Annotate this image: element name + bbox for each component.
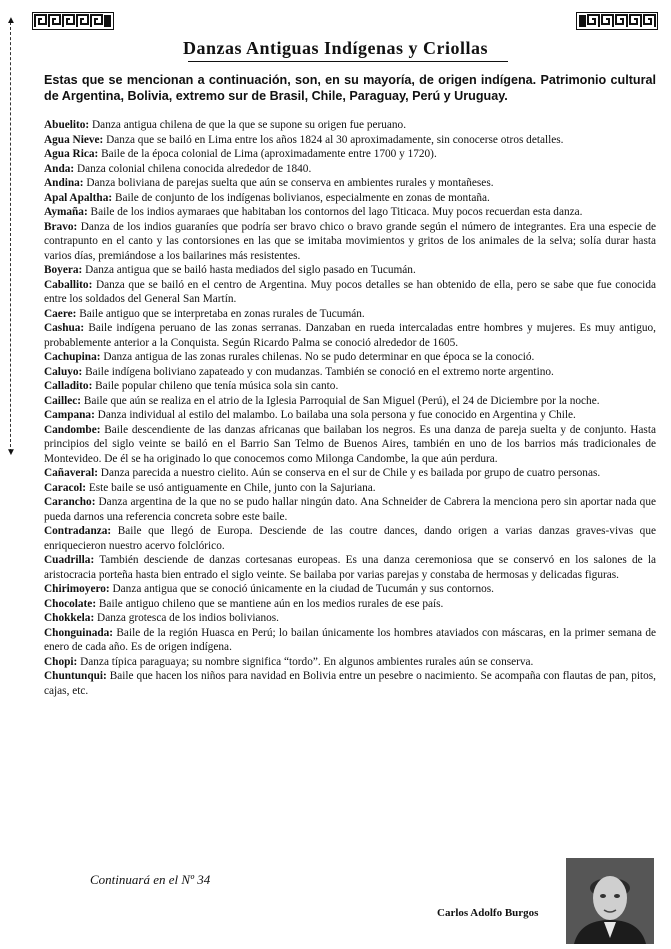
dance-entry bbox=[44, 524, 656, 553]
dance-description: Baile descendiente de las danzas africanas que bailaban los negros. Es una danza de pareja suelta y de conjunto. Hasta principios del siglo veinte se bailó en el Barrio San Telmo de Buenos Aires, también en uno de los barrios más tradicionales de Montevideo. De él se ha originado lo que conocemos como Milonga Candombe, la que aún perdura. bbox=[44, 423, 656, 465]
dance-description: Baile de la época colonial de Lima (aproximadamente entre 1700 y 1720). bbox=[98, 148, 437, 160]
dance-entry bbox=[44, 553, 656, 582]
dance-term: Agua Nieve: bbox=[44, 133, 104, 146]
dance-term: Caillec: bbox=[44, 394, 82, 407]
dance-entry bbox=[44, 423, 656, 467]
dance-term: Bravo: bbox=[44, 220, 78, 233]
dance-description: Baile de conjunto de los indígenas bolivianos, especialmente en zonas de montaña. bbox=[112, 191, 490, 204]
dance-term: Aymaña: bbox=[44, 206, 88, 218]
dance-entry bbox=[44, 365, 656, 380]
dance-entry bbox=[44, 162, 656, 177]
dance-entry bbox=[44, 205, 656, 220]
dance-description: Danza colonial chilena conocida alrededor de 1840. bbox=[74, 162, 312, 175]
dance-term: Carancho: bbox=[44, 496, 96, 508]
dance-term: Chirimoyero: bbox=[44, 583, 110, 595]
dance-description: Danza boliviana de parejas suelta que aún se conserva en ambientes rurales y montañeses. bbox=[83, 177, 494, 189]
author-name: Carlos Adolfo Burgos bbox=[437, 907, 539, 919]
greek-key-ornament-right-icon bbox=[576, 12, 658, 30]
dance-description: Danza que se bailó en el centro de Argentina. Muy pocos detalles se han obtenido de ella, pero se sabe que fue conocida entre los soldados del General San Martín. bbox=[44, 278, 656, 305]
dance-description: Danza típica paraguaya; su nombre significa “tordo”. En algunos ambientes rurales aún se conserva. bbox=[77, 655, 534, 668]
dance-description: Danza que se bailó en Lima entre los años 1824 al 30 aproximadamente, sin conocerse otros detalles. bbox=[103, 133, 564, 146]
dance-entry bbox=[44, 379, 656, 394]
dance-term: Chokkela: bbox=[44, 612, 95, 624]
dance-term: Contradanza: bbox=[44, 525, 112, 537]
dance-entry bbox=[44, 582, 656, 597]
dance-entry bbox=[44, 133, 656, 148]
dance-entry bbox=[44, 220, 656, 264]
dance-description: Baile que hacen los niños para navidad en Bolivia entre un pesebre o nacimiento. Se acompaña con flautas de pan, pitos, cajas, etc. bbox=[44, 670, 656, 697]
dance-description: Baile que aún se realiza en el atrio de la Iglesia Parroquial de San Miguel (Perú), el 24 de Diciembre por la noche. bbox=[81, 394, 600, 407]
dance-term: Agua Rica: bbox=[44, 148, 99, 160]
dance-entry bbox=[44, 321, 656, 350]
dance-entry bbox=[44, 118, 656, 133]
dance-entry bbox=[44, 176, 656, 191]
dance-term: Abuelito: bbox=[44, 119, 90, 131]
dance-entry bbox=[44, 191, 656, 206]
dance-term: Candombe: bbox=[44, 423, 101, 436]
dance-entry bbox=[44, 278, 656, 307]
dance-description: Este baile se usó antiguamente en Chile, junto con la Sajuriana. bbox=[86, 481, 376, 494]
dance-entry bbox=[44, 611, 656, 626]
dance-description: Danza antigua chilena de que la que se supone su origen fue peruano. bbox=[89, 119, 407, 131]
dance-description: Baile de la región Huasca en Perú; lo bailan únicamente los hombres ataviados con máscaras, en la primer semana de enero de cada año. Es de origen indígena. bbox=[44, 626, 656, 653]
continued-note: Continuará en el Nº 34 bbox=[90, 872, 211, 887]
dance-term: Calladito: bbox=[44, 380, 93, 392]
dance-term: Apal Apaltha: bbox=[44, 191, 113, 204]
dance-description: Baile popular chileno que tenía música sola sin canto. bbox=[92, 380, 339, 392]
dance-description: Danza antigua de las zonas rurales chilenas. No se pudo determinar en que época se la conoció. bbox=[100, 351, 535, 363]
dance-term: Cañaveral: bbox=[44, 467, 98, 479]
dance-entry bbox=[44, 481, 656, 496]
dance-entry bbox=[44, 307, 656, 322]
dance-entry bbox=[44, 408, 656, 423]
dance-term: Cashua: bbox=[44, 322, 85, 334]
dance-term: Anda: bbox=[44, 162, 75, 175]
dance-description: Danza de los indios guaraníes que podría ser bravo chico o bravo grande según el número de integrantes. Era una especie de contrapunto en el canto y las contorsiones en las que se imitaba movimientos y gritos de los animales de la selva; solía durar hasta varios días, premiándose a los bailarines más resistentes. bbox=[44, 220, 656, 262]
dance-entry bbox=[44, 466, 656, 481]
dance-description: Danza antigua que se conoció únicamente en la ciudad de Tucumán y sus contornos. bbox=[109, 583, 494, 595]
dance-term: Cachupina: bbox=[44, 351, 101, 363]
author-photo bbox=[566, 858, 654, 944]
dance-description: Baile indígena boliviano zapateado y con mudanzas. También se conoció en el extremo norte argentino. bbox=[82, 365, 554, 378]
title-underline bbox=[188, 61, 508, 62]
dance-description: Danza argentina de la que no se pudo hallar ningún dato. Ana Schneider de Cabrera la menciona pero sin aportar nada que pueda darnos una referencia concreta sobre este baile. bbox=[44, 496, 656, 523]
dance-description: Baile antiguo que se interpretaba en zonas rurales de Tucumán. bbox=[76, 307, 365, 320]
dance-description: También desciende de danzas cortesanas europeas. Es una danza ceremoniosa que se conservó en los salones de la aristocracia porteña hasta bien entrado el siglo veinte. Se bailaba por varias parejas y constaba de hermosas y delicadas figuras. bbox=[44, 554, 656, 581]
dance-term: Caere: bbox=[44, 307, 77, 320]
arrow-up-icon: ▲ bbox=[6, 15, 16, 26]
dance-description: Baile que llegó de Europa. Desciende de las coutre dances, dando origen a varias danzas graves-vivas que enriquecieron nuestro acervo folclórico. bbox=[44, 525, 656, 552]
dance-term: Caluyo: bbox=[44, 365, 83, 378]
dance-term: Andina: bbox=[44, 177, 84, 189]
dance-term: Campana: bbox=[44, 409, 95, 421]
dance-term: Chuntunqui: bbox=[44, 670, 107, 682]
dance-description: Baile antiguo chileno que se mantiene aún en los medios rurales de ese país. bbox=[96, 597, 444, 610]
dance-description: Danza individual al estilo del malambo. Lo bailaba una sola persona y fue conocido en Argentina y Chile. bbox=[94, 409, 576, 421]
vertical-guide-line bbox=[6, 15, 16, 458]
dance-entry bbox=[44, 263, 656, 278]
dance-term: Chonguinada: bbox=[44, 626, 114, 639]
dance-term: Chocolate: bbox=[44, 597, 97, 610]
dance-glossary-list bbox=[44, 118, 656, 698]
intro-paragraph: Estas que se mencionan a continuación, son, en su mayoría, de origen indígena. Patrimonio cultural de Argentina, Bolivia, extremo sur de Brasil, Chile, Paraguay, Perú y Uruguay. bbox=[44, 73, 656, 103]
arrow-down-icon: ▼ bbox=[6, 447, 16, 458]
dance-term: Chopi: bbox=[44, 655, 78, 668]
greek-key-ornament-left-icon bbox=[32, 12, 114, 30]
dance-entry bbox=[44, 669, 656, 698]
dance-term: Caballito: bbox=[44, 278, 93, 291]
dance-entry bbox=[44, 495, 656, 524]
dance-description: Baile indígena peruano de las zonas serranas. Danzaban en rueda intercaladas entre hombres y mujeres. Es muy antiguo, probablemente anterior a la Conquista. Según Ricardo Palma se conoció alrededor de 1605. bbox=[44, 322, 656, 349]
dance-entry bbox=[44, 350, 656, 365]
dance-term: Caracol: bbox=[44, 481, 87, 494]
page-title: Danzas Antiguas Indígenas y Criollas bbox=[182, 38, 489, 58]
dance-description: Danza grotesca de los indios bolivianos. bbox=[94, 612, 280, 624]
dance-term: Boyera: bbox=[44, 264, 83, 276]
dance-entry bbox=[44, 394, 656, 409]
dance-entry bbox=[44, 147, 656, 162]
dance-description: Baile de los indios aymaraes que habitaban los contornos del lago Titicaca. Muy pocos recuerdan esta danza. bbox=[87, 206, 583, 218]
dance-entry bbox=[44, 655, 656, 670]
dance-description: Danza parecida a nuestro cielito. Aún se conserva en el sur de Chile y es bailada por grupo de cuatro personas. bbox=[97, 467, 601, 479]
dance-entry bbox=[44, 626, 656, 655]
dance-entry bbox=[44, 597, 656, 612]
dance-description: Danza antigua que se bailó hasta mediados del siglo pasado en Tucumán. bbox=[82, 264, 416, 276]
dance-term: Cuadrilla: bbox=[44, 554, 95, 566]
